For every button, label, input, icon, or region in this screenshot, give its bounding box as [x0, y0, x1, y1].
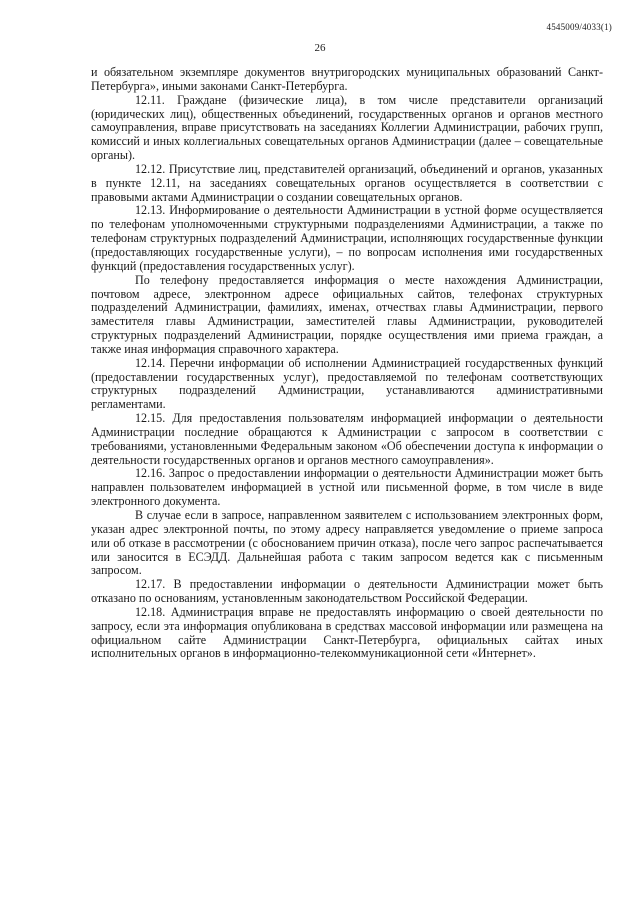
document-id: 4545009/4033(1) — [546, 22, 612, 32]
paragraph-12-15: 12.15. Для предоставления пользователям информацией информации о деятельности Администрации последние обращаются к Администрации с запросом в соответствии с требованиями, установленными Федеральным законом «Об обеспечении доступа к информации о деятельности государственных органов и органов местного самоуправления». — [91, 411, 603, 467]
paragraph-electronic-request: В случае если в запросе, направленном заявителем с использованием электронных форм, указан адрес электронной почты, по этому адресу направляется уведомление о приеме запроса или об отказе в рассмотрении (с обоснованием причин отказа), после чего запрос распечатывается или заносится в ЕСЭДД. Дальнейшая работа с таким запросом ведется как с письменным запросом. — [91, 508, 603, 578]
paragraph-12-12: 12.12. Присутствие лиц, представителей организаций, объединений и органов, указанных в пункте 12.11, на заседаниях совещательных органов осуществляется в соответствии с правовыми актами Администрации о создании совещательных органов. — [91, 161, 603, 204]
paragraph-12-18: 12.18. Администрация вправе не предоставлять информацию о своей деятельности по запросу, если эта информация опубликована в средствах массовой информации или размещена на официальном сайте Администрации Санкт-Петербурга, официальных сайтах иных исполнительных органов в информационно-телекоммуникационной сети «Интернет». — [91, 604, 603, 661]
paragraph-12-16: 12.16. Запрос о предоставлении информации о деятельности Администрации может быть направлен пользователем информацией в устной или письменной форме, в том числе в виде электронного документа. — [91, 466, 603, 509]
paragraph-12-17: 12.17. В предоставлении информации о деятельности Администрации может быть отказано по основаниям, установленным законодательством Российской Федерации. — [91, 577, 603, 606]
document-body — [91, 66, 603, 661]
page-number: 26 — [314, 42, 326, 54]
paragraph-continuation: и обязательном экземпляре документов внутригородских муниципальных образований Санкт-Петербурга», иными законами Санкт-Петербурга. — [91, 65, 603, 93]
paragraph-12-11: 12.11. Граждане (физические лица), в том числе представители организаций (юридических лиц), общественных объединений, государственных органов и органов местного самоуправления, вправе присутствовать на заседаниях Коллегии Администрации, рабочих групп, комиссий и иных коллегиальных совещательных органов Администрации (далее – совещательные органы). — [91, 92, 603, 163]
paragraph-12-13: 12.13. Информирование о деятельности Администрации в устной форме осуществляется по телефонам уполномоченными структурными подразделениями Администрации, а также по телефонам структурных подразделений Администрации, исполняющих государственные функции (предоставляющих государственные услуги), – по вопросам исполнения ими государственных функций (предоставления государственных услуг). — [91, 203, 603, 273]
paragraph-12-14: 12.14. Перечни информации об исполнении Администрацией государственных функций (предоставлении государственных услуг), предоставляемой по телефонам соответствующих структурных подразделений Администрации, устанавливаются административными регламентами. — [91, 355, 603, 412]
paragraph-phone-info: По телефону предоставляется информация о месте нахождения Администрации, почтовом адресе, электронном адресе официальных сайтов, телефонах структурных подразделений Администрации, фамилиях, именах, отчествах главы Администрации, первого заместителя главы Администрации, заместителей главы Администрации, руководителей структурных подразделений Администрации, порядке осуществления ими приема граждан, а также иная информация справочного характера. — [91, 272, 603, 356]
